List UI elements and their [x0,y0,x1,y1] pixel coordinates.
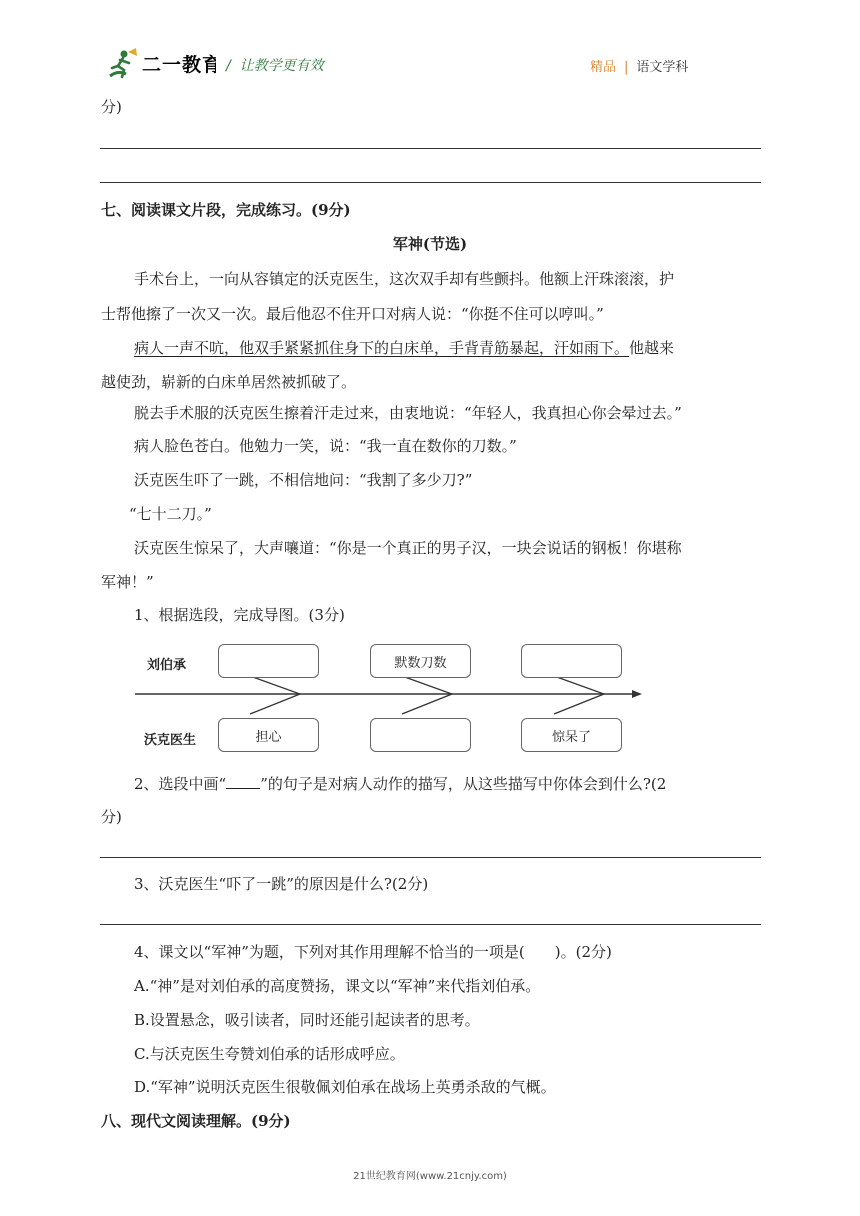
diagram-box-blank[interactable] [370,718,471,752]
prev-question-tail: 分) [101,98,122,116]
subject-tag: 语文学科 [636,60,689,75]
passage-line: 脱去手术服的沃克医生擦着汗走过来，由衷地说：“年轻人，我真担心你会晕过去。” [134,404,682,422]
runner-logo-icon [104,46,216,82]
section-heading: 七、阅读课文片段，完成练习。(9分) [101,201,351,219]
diagram-box: 担心 [218,718,319,752]
underline-mark [226,774,260,789]
slogan: / 让教学更有效 [226,58,324,74]
passage-line: 沃克医生吓了一跳，不相信地问：“我割了多少刀?” [134,471,473,489]
fishbone-diagram [130,638,650,758]
answer-line [100,182,761,183]
diagram-label-bottom: 沃克医生 [144,733,197,748]
question-3: 3、沃克医生“吓了一跳”的原因是什么?(2分) [134,875,429,893]
question-2: 2、选段中画“ ”的句子是对病人动作的描写，从这些描写中你体会到什么?(2 [134,775,667,793]
diagram-label-top: 刘伯承 [147,658,187,673]
option-d: D.“军神”说明沃克医生很敬佩刘伯承在战场上英勇杀敌的气概。 [134,1078,556,1096]
page-footer: 21世纪教育网(www.21cnjy.com) [353,1171,507,1182]
section-heading: 八、现代文阅读理解。(9分) [101,1112,291,1130]
answer-line [100,148,761,149]
passage-title: 军神(节选) [392,235,468,253]
option-b: B.设置悬念，吸引读者，同时还能引起读者的思考。 [134,1011,480,1029]
passage-line: 越使劲，崭新的白床单居然被抓破了。 [101,373,357,391]
passage-line: 沃克医生惊呆了，大声嚷道：“你是一个真正的男子汉，一块会说话的钢板！你堪称 [134,539,682,557]
diagram-box-blank[interactable] [218,644,319,678]
option-a: A.“神”是对刘伯承的高度赞扬，课文以“军神”来代指刘伯承。 [134,977,541,995]
quality-tag: 精品 [590,60,617,75]
passage-line: 军神！” [101,573,154,591]
header-tags: 精品 | 语文学科 [590,60,689,75]
option-c: C.与沃克医生夸赞刘伯承的话形成呼应。 [134,1045,405,1063]
answer-line[interactable] [100,857,761,858]
brand-name: 二一教育 [142,54,216,76]
brand-logo [104,46,216,82]
answer-line[interactable] [100,924,761,925]
diagram-box: 惊呆了 [521,718,622,752]
underlined-sentence: 病人一声不吭，他双手紧紧抓住身下的白床单，手背青筋暴起，汗如雨下。 [134,339,630,357]
question-4: 4、课文以“军神”为题，下列对其作用理解不恰当的一项是( )。(2分) [134,943,612,961]
passage-line: 士帮他擦了一次又一次。最后他忍不住开口对病人说：“你挺不住可以哼叫。” [101,305,604,323]
passage-line: 病人一声不吭，他双手紧紧抓住身下的白床单，手背青筋暴起，汗如雨下。他越来 [134,339,675,357]
question-1: 1、根据选段，完成导图。(3分) [134,606,345,624]
passage-line: 病人脸色苍白。他勉力一笑，说：“我一直在数你的刀数。” [134,437,517,455]
diagram-box: 默数刀数 [370,644,471,678]
diagram-box-blank[interactable] [521,644,622,678]
passage-line: 手术台上，一向从容镇定的沃克医生，这次双手却有些颤抖。他额上汗珠滚滚，护 [134,270,675,288]
passage-line: “七十二刀。” [129,505,212,523]
question-2-tail: 分) [101,808,122,826]
